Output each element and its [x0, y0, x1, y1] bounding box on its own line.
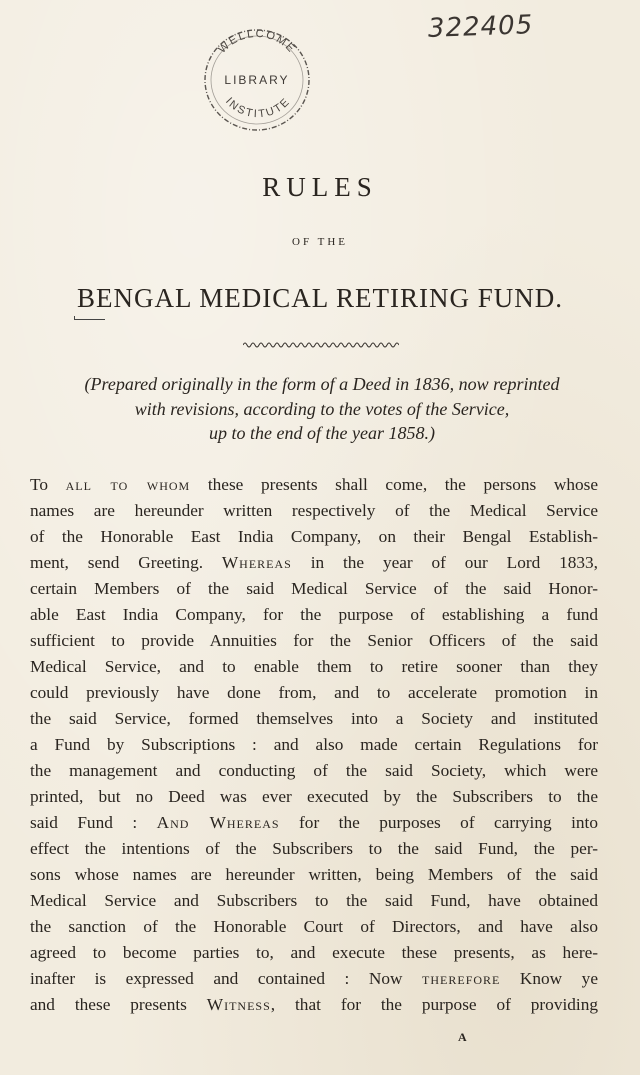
small-caps-phrase: And Whereas: [156, 813, 280, 832]
small-caps-phrase: Whereas: [221, 553, 292, 572]
body-line: [30, 706, 598, 732]
body-text-segment: names are hereunder written respectively of the Medical Service: [30, 501, 598, 520]
document-title: RULES: [262, 172, 378, 202]
body-text-segment: a Fund by Subscriptions : and also made certain Regulations for: [30, 735, 598, 754]
small-caps-phrase: Witness: [206, 995, 271, 1014]
wavy-divider: [243, 341, 399, 349]
body-line: [30, 472, 598, 498]
body-line: [30, 498, 598, 524]
body-line: [30, 654, 598, 680]
body-text-segment: for the purposes of carrying into: [279, 813, 598, 832]
stamp-bottom-text: INSTITUTE: [222, 95, 294, 121]
body-line: [30, 602, 598, 628]
body-line: [30, 758, 598, 784]
of-the-label: OF THE: [292, 236, 348, 248]
body-text-segment: , that for the purpose of providing: [270, 995, 598, 1014]
body-text-segment: Know ye: [500, 969, 598, 988]
deed-body-text: [30, 472, 598, 1018]
body-text-segment: the said Service, formed themselves into a Society and instituted: [30, 709, 598, 728]
body-text-segment: To: [30, 475, 66, 494]
handwritten-accession-number: 322405: [427, 10, 534, 44]
preamble-line: up to the end of the year 1858.): [209, 423, 435, 443]
body-text-segment: able East India Company, for the purpose of establishing a fund: [30, 605, 598, 624]
body-text-segment: certain Members of the said Medical Service of the said Honor-: [30, 579, 598, 598]
body-text-segment: ment, send Greeting.: [30, 553, 222, 572]
body-text-segment: and these presents: [30, 995, 207, 1014]
body-text-segment: said Fund :: [30, 813, 157, 832]
body-line: [30, 550, 598, 576]
stamp-top-text: WELLCOME: [216, 27, 298, 56]
body-line: [30, 836, 598, 862]
small-caps-phrase: therefore: [422, 969, 501, 988]
body-line: [30, 628, 598, 654]
body-line: [30, 680, 598, 706]
signature-mark: A: [458, 1030, 468, 1044]
body-line: [30, 862, 598, 888]
pencil-mark: [74, 316, 105, 320]
preamble: [42, 372, 602, 446]
body-line: [30, 732, 598, 758]
preamble-line: with revisions, according to the votes of the Service,: [134, 398, 510, 419]
body-line: [30, 966, 598, 992]
body-line: [30, 888, 598, 914]
body-text-segment: sons whose names are hereunder written, being Members of the said: [30, 865, 598, 884]
small-caps-phrase: all to whom: [65, 475, 191, 494]
body-text-segment: effect the intentions of the Subscribers to the said Fund, the per-: [30, 839, 598, 858]
body-text-segment: agreed to become parties to, and execute these presents, as here-: [30, 943, 598, 962]
body-text-segment: in the year of our Lord 1833,: [291, 553, 598, 572]
body-line: [30, 524, 598, 550]
library-stamp: [198, 22, 316, 134]
body-line: [30, 992, 598, 1018]
body-text-segment: printed, but no Deed was ever executed by the Subscribers to the: [30, 787, 598, 806]
body-text-segment: sufficient to provide Annuities for the Senior Officers of the said: [30, 631, 598, 650]
body-line: [30, 576, 598, 602]
body-text-segment: of the Honorable East India Company, on their Bengal Establish-: [30, 527, 598, 546]
body-text-segment: inafter is expressed and contained : Now: [30, 969, 423, 988]
body-line: [30, 784, 598, 810]
stamp-middle-text: LIBRARY: [224, 73, 290, 87]
preamble-line: (Prepared originally in the form of a Deed in 1836, now reprinted: [84, 374, 560, 394]
body-line: [30, 940, 598, 966]
body-text-segment: the sanction of the Honorable Court of Directors, and have also: [30, 917, 598, 936]
body-text-segment: could previously have done from, and to accelerate promotion in: [30, 683, 598, 702]
body-line: [30, 810, 598, 836]
body-text-segment: these presents shall come, the persons whose: [190, 475, 599, 494]
body-line: [30, 914, 598, 940]
body-text-segment: the management and conducting of the said Society, which were: [30, 761, 598, 780]
body-text-segment: Medical Service, and to enable them to retire sooner than they: [30, 657, 598, 676]
fund-name-heading: BENGAL MEDICAL RETIRING FUND.: [77, 283, 563, 313]
body-text-segment: Medical Service and Subscribers to the said Fund, have obtained: [30, 891, 598, 910]
